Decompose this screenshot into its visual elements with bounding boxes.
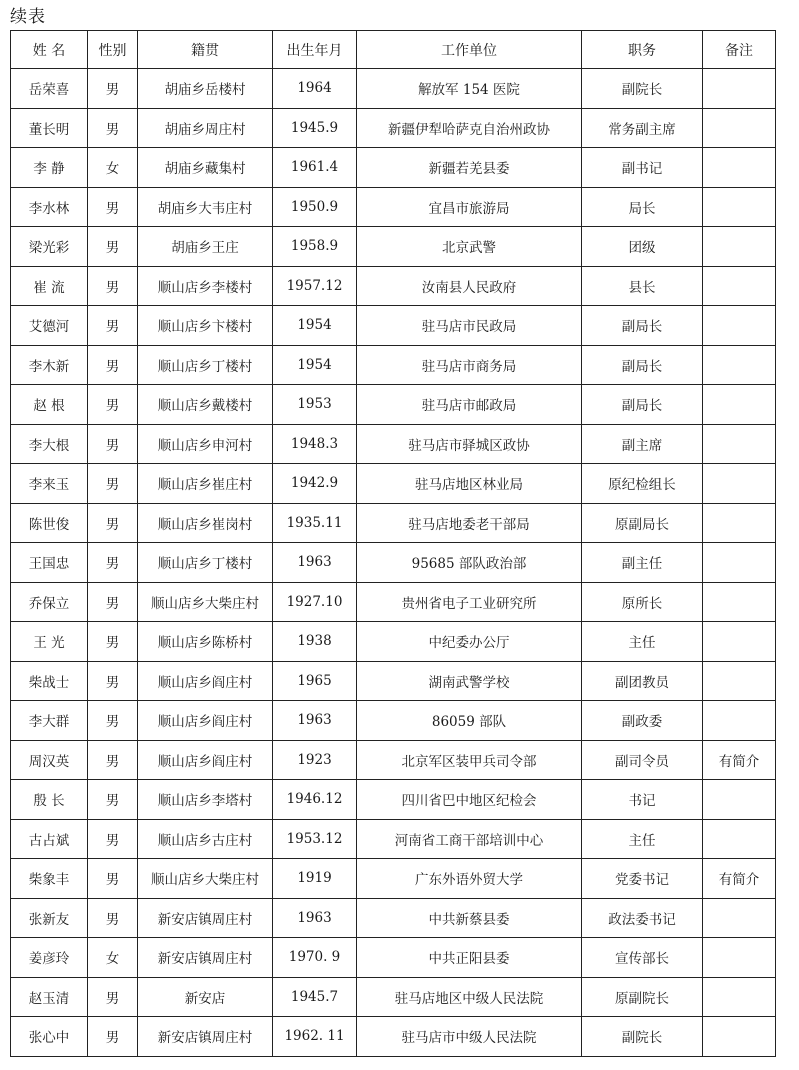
cell-native-place: 顺山店乡阎庄村 [138, 740, 273, 780]
table-row [11, 701, 776, 741]
cell-position: 副院长 [582, 1017, 703, 1057]
cell-remarks [703, 898, 776, 938]
roster-table [10, 30, 776, 1057]
cell-native-place: 新安店镇周庄村 [138, 1017, 273, 1057]
cell-remarks [703, 819, 776, 859]
cell-work-unit: 95685 部队政治部 [357, 543, 582, 583]
cell-remarks [703, 464, 776, 504]
cell-remarks [703, 424, 776, 464]
cell-birth-date: 1942.9 [273, 464, 357, 504]
cell-gender: 男 [88, 69, 138, 109]
cell-position: 副院长 [582, 69, 703, 109]
cell-birth-date: 1963 [273, 898, 357, 938]
table-row [11, 69, 776, 109]
cell-remarks [703, 701, 776, 741]
cell-name: 张心中 [11, 1017, 88, 1057]
cell-birth-date: 1946.12 [273, 780, 357, 820]
cell-native-place: 胡庙乡岳楼村 [138, 69, 273, 109]
cell-work-unit: 新疆伊犁哈萨克自治州政协 [357, 108, 582, 148]
table-row [11, 266, 776, 306]
cell-birth-date: 1945.9 [273, 108, 357, 148]
cell-work-unit: 解放军 154 医院 [357, 69, 582, 109]
cell-remarks [703, 582, 776, 622]
cell-native-place: 新安店镇周庄村 [138, 898, 273, 938]
cell-gender: 男 [88, 345, 138, 385]
cell-gender: 男 [88, 385, 138, 425]
cell-gender: 男 [88, 622, 138, 662]
cell-work-unit: 北京军区装甲兵司令部 [357, 740, 582, 780]
cell-name: 王国忠 [11, 543, 88, 583]
table-row [11, 819, 776, 859]
cell-native-place: 顺山店乡大柴庄村 [138, 582, 273, 622]
cell-remarks [703, 938, 776, 978]
table-row [11, 859, 776, 899]
cell-native-place: 胡庙乡周庄村 [138, 108, 273, 148]
header-remarks: 备注 [703, 31, 776, 69]
cell-work-unit: 驻马店地区林业局 [357, 464, 582, 504]
cell-position: 原所长 [582, 582, 703, 622]
cell-name: 岳荣喜 [11, 69, 88, 109]
cell-remarks [703, 227, 776, 267]
cell-birth-date: 1964 [273, 69, 357, 109]
cell-work-unit: 驻马店地委老干部局 [357, 503, 582, 543]
cell-work-unit: 河南省工商干部培训中心 [357, 819, 582, 859]
cell-position: 原纪检组长 [582, 464, 703, 504]
cell-gender: 男 [88, 977, 138, 1017]
cell-gender: 男 [88, 227, 138, 267]
cell-gender: 男 [88, 1017, 138, 1057]
cell-gender: 男 [88, 503, 138, 543]
cell-remarks [703, 1017, 776, 1057]
cell-work-unit: 中共正阳县委 [357, 938, 582, 978]
cell-position: 副团教员 [582, 661, 703, 701]
table-row [11, 148, 776, 188]
cell-name: 李来玉 [11, 464, 88, 504]
cell-native-place: 顺山店乡阎庄村 [138, 661, 273, 701]
cell-position: 原副院长 [582, 977, 703, 1017]
table-row [11, 938, 776, 978]
cell-name: 周汉英 [11, 740, 88, 780]
cell-gender: 男 [88, 266, 138, 306]
cell-birth-date: 1927.10 [273, 582, 357, 622]
cell-gender: 男 [88, 108, 138, 148]
table-body [11, 69, 776, 1057]
cell-birth-date: 1954 [273, 306, 357, 346]
cell-gender: 男 [88, 306, 138, 346]
cell-name: 陈世俊 [11, 503, 88, 543]
cell-name: 李木新 [11, 345, 88, 385]
cell-name: 柴战士 [11, 661, 88, 701]
cell-native-place: 顺山店乡申河村 [138, 424, 273, 464]
header-birth-date: 出生年月 [273, 31, 357, 69]
header-name: 姓 名 [11, 31, 88, 69]
cell-remarks [703, 661, 776, 701]
cell-work-unit: 驻马店地区中级人民法院 [357, 977, 582, 1017]
cell-position: 政法委书记 [582, 898, 703, 938]
cell-remarks: 有简介 [703, 859, 776, 899]
cell-work-unit: 驻马店市驿城区政协 [357, 424, 582, 464]
cell-remarks [703, 622, 776, 662]
cell-birth-date: 1923 [273, 740, 357, 780]
cell-work-unit: 中纪委办公厅 [357, 622, 582, 662]
table-row [11, 385, 776, 425]
cell-birth-date: 1961.4 [273, 148, 357, 188]
cell-name: 殷 长 [11, 780, 88, 820]
cell-native-place: 顺山店乡丁楼村 [138, 345, 273, 385]
cell-position: 常务副主席 [582, 108, 703, 148]
cell-birth-date: 1953.12 [273, 819, 357, 859]
cell-birth-date: 1948.3 [273, 424, 357, 464]
table-row [11, 543, 776, 583]
cell-birth-date: 1954 [273, 345, 357, 385]
cell-position: 副司令员 [582, 740, 703, 780]
cell-remarks [703, 148, 776, 188]
cell-remarks [703, 345, 776, 385]
cell-remarks: 有简介 [703, 740, 776, 780]
cell-native-place: 顺山店乡陈桥村 [138, 622, 273, 662]
cell-gender: 男 [88, 582, 138, 622]
cell-birth-date: 1957.12 [273, 266, 357, 306]
cell-work-unit: 驻马店市商务局 [357, 345, 582, 385]
header-gender: 性别 [88, 31, 138, 69]
table-row [11, 740, 776, 780]
cell-name: 梁光彩 [11, 227, 88, 267]
table-row [11, 187, 776, 227]
cell-position: 副主席 [582, 424, 703, 464]
cell-birth-date: 1970. 9 [273, 938, 357, 978]
cell-name: 姜彦玲 [11, 938, 88, 978]
cell-birth-date: 1965 [273, 661, 357, 701]
cell-gender: 男 [88, 543, 138, 583]
cell-native-place: 顺山店乡卞楼村 [138, 306, 273, 346]
cell-name: 李水林 [11, 187, 88, 227]
cell-remarks [703, 780, 776, 820]
cell-birth-date: 1963 [273, 701, 357, 741]
cell-name: 赵 根 [11, 385, 88, 425]
cell-remarks [703, 266, 776, 306]
cell-position: 原副局长 [582, 503, 703, 543]
cell-position: 团级 [582, 227, 703, 267]
table-row [11, 661, 776, 701]
table-row [11, 424, 776, 464]
cell-work-unit: 广东外语外贸大学 [357, 859, 582, 899]
table-row [11, 1017, 776, 1057]
cell-name: 崔 流 [11, 266, 88, 306]
cell-work-unit: 湖南武警学校 [357, 661, 582, 701]
cell-native-place: 胡庙乡藏集村 [138, 148, 273, 188]
cell-gender: 女 [88, 938, 138, 978]
cell-position: 县长 [582, 266, 703, 306]
cell-name: 乔保立 [11, 582, 88, 622]
cell-birth-date: 1919 [273, 859, 357, 899]
cell-work-unit: 驻马店市邮政局 [357, 385, 582, 425]
cell-position: 副局长 [582, 306, 703, 346]
cell-native-place: 顺山店乡崔庄村 [138, 464, 273, 504]
cell-native-place: 顺山店乡戴楼村 [138, 385, 273, 425]
cell-remarks [703, 187, 776, 227]
table-row [11, 582, 776, 622]
table-row [11, 977, 776, 1017]
table-row [11, 345, 776, 385]
cell-position: 副局长 [582, 385, 703, 425]
cell-birth-date: 1945.7 [273, 977, 357, 1017]
cell-native-place: 顺山店乡李楼村 [138, 266, 273, 306]
cell-gender: 男 [88, 464, 138, 504]
cell-name: 张新友 [11, 898, 88, 938]
cell-native-place: 胡庙乡大韦庄村 [138, 187, 273, 227]
cell-name: 李 静 [11, 148, 88, 188]
cell-work-unit: 贵州省电子工业研究所 [357, 582, 582, 622]
cell-name: 艾德河 [11, 306, 88, 346]
cell-position: 副政委 [582, 701, 703, 741]
cell-birth-date: 1953 [273, 385, 357, 425]
cell-position: 宣传部长 [582, 938, 703, 978]
cell-position: 副书记 [582, 148, 703, 188]
cell-name: 古占斌 [11, 819, 88, 859]
cell-gender: 女 [88, 148, 138, 188]
cell-native-place: 顺山店乡李塔村 [138, 780, 273, 820]
cell-name: 王 光 [11, 622, 88, 662]
table-row [11, 227, 776, 267]
cell-work-unit: 86059 部队 [357, 701, 582, 741]
cell-remarks [703, 977, 776, 1017]
cell-gender: 男 [88, 859, 138, 899]
cell-position: 副局长 [582, 345, 703, 385]
cell-native-place: 新安店 [138, 977, 273, 1017]
cell-position: 主任 [582, 819, 703, 859]
cell-work-unit: 中共新蔡县委 [357, 898, 582, 938]
cell-remarks [703, 503, 776, 543]
cell-birth-date: 1935.11 [273, 503, 357, 543]
cell-native-place: 顺山店乡阎庄村 [138, 701, 273, 741]
cell-name: 李大群 [11, 701, 88, 741]
cell-gender: 男 [88, 780, 138, 820]
cell-name: 李大根 [11, 424, 88, 464]
table-row [11, 108, 776, 148]
cell-birth-date: 1950.9 [273, 187, 357, 227]
cell-birth-date: 1938 [273, 622, 357, 662]
page-heading: 续表 [10, 7, 46, 27]
header-row [11, 31, 776, 69]
cell-position: 局长 [582, 187, 703, 227]
table-row [11, 622, 776, 662]
cell-position: 书记 [582, 780, 703, 820]
cell-native-place: 顺山店乡大柴庄村 [138, 859, 273, 899]
cell-name: 柴象丰 [11, 859, 88, 899]
cell-remarks [703, 306, 776, 346]
cell-remarks [703, 69, 776, 109]
cell-birth-date: 1962. 11 [273, 1017, 357, 1057]
cell-gender: 男 [88, 898, 138, 938]
cell-position: 主任 [582, 622, 703, 662]
cell-birth-date: 1958.9 [273, 227, 357, 267]
table-row [11, 780, 776, 820]
cell-work-unit: 四川省巴中地区纪检会 [357, 780, 582, 820]
cell-native-place: 胡庙乡王庄 [138, 227, 273, 267]
cell-work-unit: 驻马店市中级人民法院 [357, 1017, 582, 1057]
cell-native-place: 顺山店乡丁楼村 [138, 543, 273, 583]
cell-native-place: 顺山店乡崔岗村 [138, 503, 273, 543]
cell-work-unit: 新疆若羌县委 [357, 148, 582, 188]
cell-gender: 男 [88, 424, 138, 464]
cell-remarks [703, 543, 776, 583]
header-native-place: 籍贯 [138, 31, 273, 69]
table-row [11, 464, 776, 504]
cell-position: 党委书记 [582, 859, 703, 899]
cell-work-unit: 宜昌市旅游局 [357, 187, 582, 227]
cell-gender: 男 [88, 819, 138, 859]
cell-birth-date: 1963 [273, 543, 357, 583]
cell-remarks [703, 108, 776, 148]
cell-work-unit: 汝南县人民政府 [357, 266, 582, 306]
table-row [11, 898, 776, 938]
header-position: 职务 [582, 31, 703, 69]
table-header [11, 31, 776, 69]
cell-position: 副主任 [582, 543, 703, 583]
cell-work-unit: 北京武警 [357, 227, 582, 267]
cell-gender: 男 [88, 661, 138, 701]
cell-native-place: 新安店镇周庄村 [138, 938, 273, 978]
cell-gender: 男 [88, 701, 138, 741]
cell-name: 董长明 [11, 108, 88, 148]
header-work-unit: 工作单位 [357, 31, 582, 69]
cell-name: 赵玉清 [11, 977, 88, 1017]
table-row [11, 503, 776, 543]
cell-native-place: 顺山店乡古庄村 [138, 819, 273, 859]
cell-gender: 男 [88, 187, 138, 227]
cell-work-unit: 驻马店市民政局 [357, 306, 582, 346]
cell-gender: 男 [88, 740, 138, 780]
table-row [11, 306, 776, 346]
cell-remarks [703, 385, 776, 425]
